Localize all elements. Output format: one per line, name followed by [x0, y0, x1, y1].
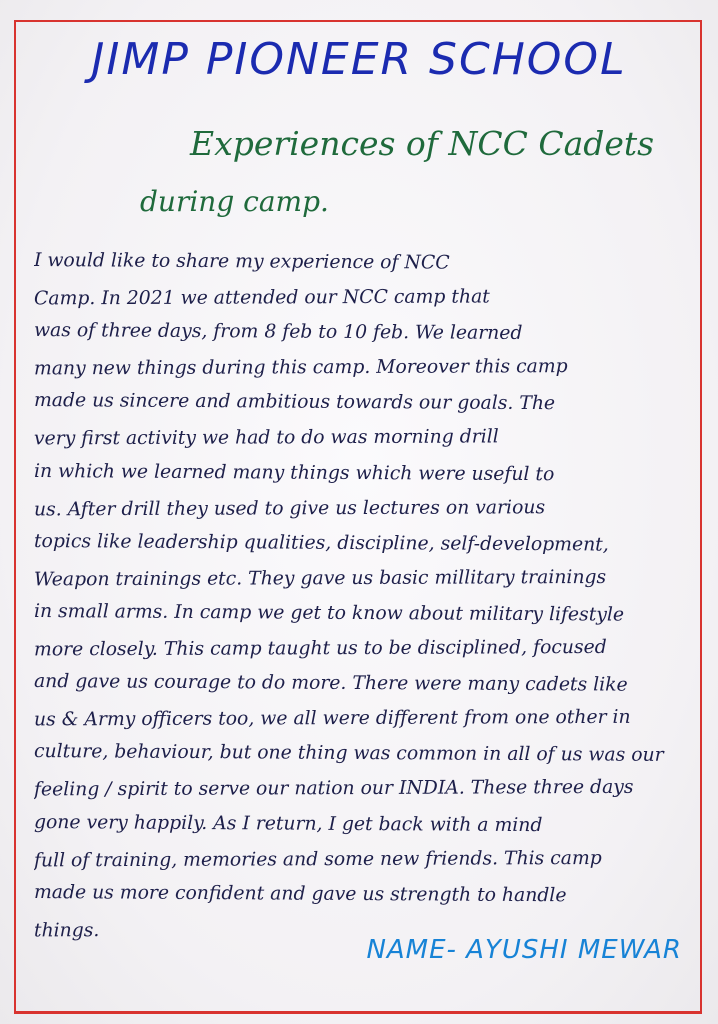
essay-subtitle-continued: during camp.	[140, 185, 329, 218]
essay-body	[34, 245, 684, 947]
essay-line: things.	[33, 919, 100, 942]
essay-line: I would like to share my experience of NCC	[33, 250, 450, 274]
essay-line: very first activity we had to do was morning drill	[33, 426, 499, 450]
essay-line: was of three days, from 8 feb to 10 feb. We learned	[33, 320, 523, 345]
school-title: JIMP PIONEER SCHOOL	[91, 34, 627, 85]
essay-line: us & Army officers too, we all were different from one other in	[33, 707, 631, 731]
essay-line: and gave us courage to do more. There were many cadets like	[33, 671, 628, 696]
essay-line: in which we learned many things which were useful to	[33, 460, 555, 485]
essay-line: Weapon trainings etc. They gave us basic millitary trainings	[33, 566, 607, 591]
essay-line: us. After drill they used to give us lectures on various	[33, 496, 546, 521]
essay-line: topics like leadership qualities, discipline, self-development,	[33, 530, 609, 556]
essay-line: gone very happily. As I return, I get back with a mind	[33, 811, 543, 836]
essay-line: full of training, memories and some new friends. This camp	[33, 847, 602, 872]
essay-line: feeling / spirit to serve our nation our INDIA. These three days	[33, 777, 634, 801]
essay-line: many new things during this camp. Moreover this camp	[33, 356, 568, 380]
essay-line: made us sincere and ambitious towards our goals. The	[33, 390, 556, 415]
essay-line: more closely. This camp taught us to be disciplined, focused	[33, 636, 607, 661]
essay-line: Camp. In 2021 we attended our NCC camp that	[33, 286, 490, 310]
essay-line: in small arms. In camp we get to know about military lifestyle	[33, 600, 625, 626]
author-signature: NAME- AYUSHI MEWAR	[366, 935, 682, 965]
essay-line: culture, behaviour, but one thing was common in all of us was our	[33, 741, 664, 767]
essay-line: made us more confident and gave us strength to handle	[33, 881, 567, 906]
essay-subtitle: Experiences of NCC Cadets	[190, 124, 655, 163]
